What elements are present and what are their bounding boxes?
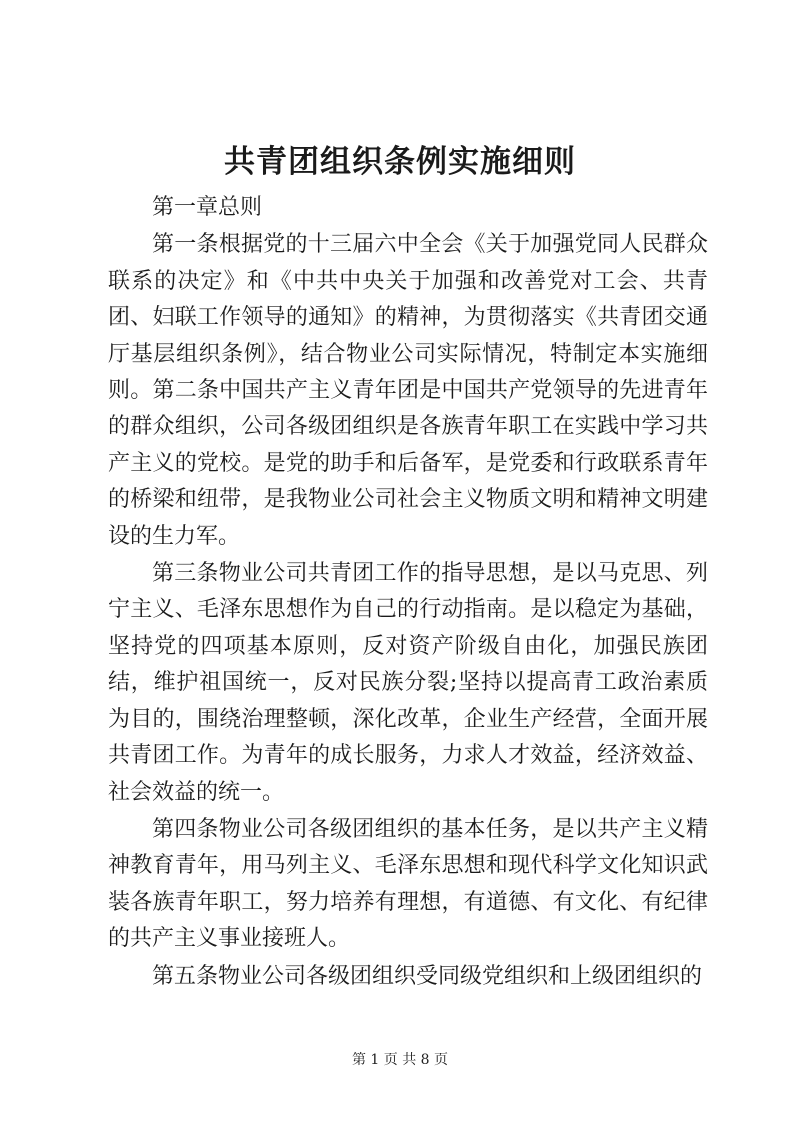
- paragraph-article-5: 第五条物业公司各级团组织受同级党组织和上级团组织的: [152, 963, 703, 989]
- chapter-heading: 第一章总则: [152, 195, 263, 220]
- paragraph-article-1-2: 第一条根据党的十三届六中全会《关于加强党同人民群众联系的决定》和《中共中央关于加强和改善党对工会、共青团、妇联工作领导的通知》的精神，为贯彻落实《共青团交通厅基层组织条例》，结合物业公司实际情况，特制定本实施细则。第二条中国共产主义青年团是中国共产党领导的先进青年的群众组织，公司各级团组织是各族青年职工在实践中学习共产主义的党校。是党的助手和后备军，是党委和行政联系青年的桥梁和纽带，是我物业公司社会主义物质文明和精神文明建设的生力军。: [108, 232, 708, 549]
- paragraph-article-3: 第三条物业公司共青团工作的指导思想，是以马克思、列宁主义、毛泽东思想作为自己的行动指南。是以稳定为基础，坚持党的四项基本原则，反对资产阶级自由化，加强民族团结，维护祖国统一，反对民族分裂;坚持以提高青工政治素质为目的，围绕治理整顿，深化改革，企业生产经营，全面开展共青团工作。为青年的成长服务，力求人才效益，经济效益、社会效益的统一。: [108, 561, 708, 805]
- document-body: [108, 190, 708, 995]
- page-footer: 第 1 页 共 8 页: [351, 1052, 449, 1068]
- document-title: 共青团组织条例实施细则: [224, 144, 576, 180]
- paragraph-article-4: 第四条物业公司各级团组织的基本任务，是以共产主义精神教育青年，用马列主义、毛泽东思想和现代科学文化知识武装各族青年职工，努力培养有理想，有道德、有文化、有纪律的共产主义事业接班人。: [108, 816, 708, 952]
